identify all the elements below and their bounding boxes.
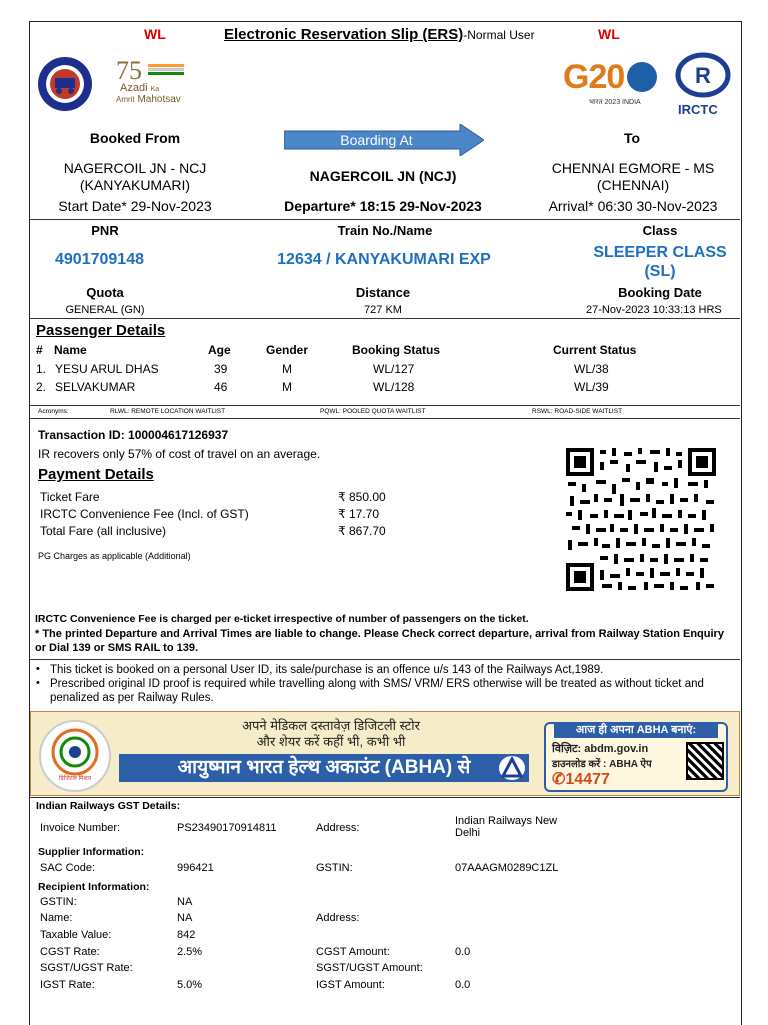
abha-info-title: आज ही अपना ABHA बनाएं: (554, 722, 718, 738)
invoice-number: PS23490170914811 (177, 822, 277, 834)
passenger-age: 46 (214, 380, 228, 394)
passenger-age: 39 (214, 362, 228, 376)
boarding-station: NAGERCOIL JN (NCJ) (309, 168, 457, 184)
start-date: Start Date* 29-Nov-2023 (58, 198, 212, 214)
col-header-name: Name (54, 343, 87, 357)
recipient-gstin-label: GSTIN: (40, 896, 77, 908)
abha-phone-number: 14477 (565, 771, 610, 788)
convenience-fee-value: ₹ 17.70 (338, 507, 379, 521)
address-label: Address: (316, 822, 360, 834)
convenience-fee-label: IRCTC Convenience Fee (Incl. of GST) (40, 507, 249, 521)
acronym-rswl: RSWL: ROAD-SIDE WAITLIST (532, 408, 623, 415)
passenger-gender: M (282, 362, 292, 376)
quota-label: Quota (86, 285, 124, 300)
divider (30, 418, 740, 419)
payment-details-title: Payment Details (38, 466, 154, 483)
sac-code-label: SAC Code: (40, 862, 96, 874)
cgst-amount-value: 0.0 (455, 946, 471, 958)
to-station: CHENNAI EGMORE - MS (551, 160, 715, 176)
from-station: NAGERCOIL JN - NCJ (63, 160, 207, 176)
total-fare-label: Total Fare (all inclusive) (40, 524, 167, 538)
irctc-logo (672, 52, 734, 122)
abha-visit: विज़िट: abdm.gov.in (552, 743, 649, 755)
pg-charges-note: PG Charges as applicable (Additional) (38, 551, 191, 561)
boarding-at-label: Boarding At (340, 132, 413, 148)
phone-icon: ✆ (552, 771, 566, 788)
passenger-booking-status: WL/128 (373, 380, 415, 394)
passenger-num: 1. (36, 362, 47, 376)
abha-download: डाउनलोड करें : ABHA ऐप (552, 759, 652, 770)
recipient-address-label: Address: (316, 912, 360, 924)
globe-icon (627, 62, 657, 92)
travel-class-name: SLEEPER CLASS (593, 244, 727, 261)
transaction-id: Transaction ID: 100004617126937 (38, 428, 229, 442)
svg-text:R: R (695, 63, 711, 88)
passenger-gender: M (282, 380, 292, 394)
wl-right-badge: WL (598, 26, 620, 42)
passenger-current-status: WL/39 (574, 380, 609, 394)
supplier-gstin-value: 07AAAGM0289C1ZL (455, 862, 559, 874)
col-header-current-status: Current Status (553, 343, 637, 357)
ers-title (224, 26, 535, 44)
abha-app-icon (499, 756, 525, 780)
divider (30, 797, 740, 798)
from-station-block (40, 160, 230, 194)
abha-tagline (201, 718, 461, 750)
bullet-dot: • (36, 677, 40, 689)
g20-subtext: भारत 2023 INDIA (589, 99, 641, 106)
arrival-time: Arrival* 06:30 30-Nov-2023 (548, 198, 718, 214)
cgst-rate-value: 2.5% (177, 946, 203, 958)
ticket-fare-value: ₹ 850.00 (338, 490, 386, 504)
cgst-rate-label: CGST Rate: (40, 946, 100, 958)
passenger-name: SELVAKUMAR (55, 380, 136, 394)
distance-value: 727 KM (364, 304, 402, 316)
class-label: Class (642, 223, 678, 238)
bullet-dot: • (36, 663, 40, 675)
supplier-gstin-label: GSTIN: (316, 862, 353, 874)
abha-line2: और शेयर करें कहीं भी, कभी भी (256, 734, 406, 749)
ers-subtitle: -Normal User (463, 28, 535, 42)
abha-phone (552, 769, 610, 789)
acronym-pqwl: PQWL: POOLED QUOTA WAITLIST (320, 408, 426, 415)
recipient-info-label: Recipient Information: (38, 881, 150, 893)
col-header-num: # (36, 343, 43, 357)
to-label: To (623, 130, 641, 146)
booked-from-label: Booked From (89, 130, 181, 146)
sgst-amount-label: SGST/UGST Amount: (316, 962, 423, 974)
g20-text: G20 (563, 58, 625, 96)
gst-title: Indian Railways GST Details: (36, 800, 181, 812)
booking-date-label: Booking Date (618, 285, 702, 300)
to-station-block (535, 160, 731, 194)
passenger-name: YESU ARUL DHAS (55, 362, 159, 376)
mahotsav-text: Mahotsav (137, 94, 181, 105)
passenger-booking-status: WL/127 (373, 362, 415, 376)
convenience-fee-note: IRCTC Convenience Fee is charged per e-ticket irrespective of number of passengers on the ticket. (35, 613, 529, 625)
ndhm-logo (39, 720, 111, 792)
ticket-fare-label: Ticket Fare (40, 490, 100, 504)
from-city: (KANYAKUMARI) (79, 177, 191, 193)
acronyms-label: Acronyms: (38, 408, 69, 415)
invoice-label: Invoice Number: (40, 822, 121, 834)
personal-id-note: This ticket is booked on a personal User ID, its sale/purchase is an offence u/s 143 of the Railways Act,1989. (50, 664, 604, 676)
abha-banner-title: आयुष्मान भारत हेल्थ अकाउंट (ABHA) से (119, 754, 529, 782)
travel-class (580, 243, 740, 281)
acronym-rlwl: RLWL: REMOTE LOCATION WAITLIST (110, 408, 226, 415)
recipient-gstin-value: NA (177, 896, 193, 908)
igst-rate-label: IGST Rate: (40, 979, 95, 991)
igst-amount-value: 0.0 (455, 979, 471, 991)
col-header-booking-status: Booking Status (352, 343, 441, 357)
igst-amount-label: IGST Amount: (316, 979, 385, 991)
boarding-arrow (284, 124, 484, 156)
divider (30, 219, 740, 220)
sgst-rate-label: SGST/UGST Rate: (40, 962, 133, 974)
taxable-value: 842 (177, 929, 196, 941)
g20-logo (563, 58, 663, 114)
distance-label: Distance (355, 285, 411, 300)
azadi-ka-text: Ka (150, 86, 160, 93)
total-fare-value: ₹ 867.70 (338, 524, 386, 538)
passenger-num: 2. (36, 380, 47, 394)
ndhm-caption: डिजिटल मिशन (58, 776, 92, 782)
passenger-current-status: WL/38 (574, 362, 609, 376)
train-label: Train No./Name (337, 223, 433, 238)
cgst-amount-label: CGST Amount: (316, 946, 390, 958)
azadi-text: Azadi (120, 82, 148, 94)
irctc-text: IRCTC (678, 102, 718, 117)
indian-railways-logo (37, 56, 93, 112)
to-city: (CHENNAI) (596, 177, 670, 193)
departure-time: Departure* 18:15 29-Nov-2023 (284, 198, 482, 214)
pnr-number: 4901709148 (55, 251, 144, 268)
recipient-name-label: Name: (40, 912, 73, 924)
abha-qr-code (686, 742, 724, 780)
igst-rate-value: 5.0% (177, 979, 203, 991)
ticket-qr-code (566, 448, 716, 591)
ers-title-text: Electronic Reservation Slip (ERS) (224, 26, 464, 43)
travel-class-code: (SL) (644, 263, 676, 280)
quota-value: GENERAL (GN) (65, 304, 145, 316)
divider (30, 659, 740, 660)
divider (30, 405, 740, 406)
timing-note: * The printed Departure and Arrival Times are liable to change. Please Check correct departure, arrival from Railway Station Enquiry or Dial 139 or SMS RAIL to 139. (35, 628, 724, 654)
azadi-ka-amrit-mahotsav-logo: 75 Azadi Ka Amrit Mahotsav (112, 56, 202, 112)
recipient-name-value: NA (177, 912, 193, 924)
abha-info-box (544, 722, 728, 792)
abha-line1: अपने मेडिकल दस्तावेज़ डिजिटली स्टोर (242, 718, 420, 733)
sac-code-value: 996421 (177, 862, 214, 874)
passenger-details-title: Passenger Details (36, 322, 166, 339)
divider (30, 318, 740, 319)
booking-date-value: 27-Nov-2023 10:33:13 HRS (586, 304, 722, 316)
pnr-label: PNR (91, 223, 119, 238)
taxable-value-label: Taxable Value: (40, 929, 112, 941)
wl-left-badge: WL (144, 26, 166, 42)
ir-recovers-note: IR recovers only 57% of cost of travel on an average. (38, 447, 321, 461)
address-value: Indian Railways New Delhi (455, 815, 558, 839)
train-name: 12634 / KANYAKUMARI EXP (277, 251, 491, 268)
col-header-gender: Gender (266, 343, 309, 357)
supplier-info-label: Supplier Information: (38, 846, 145, 858)
id-proof-note: Prescribed original ID proof is required while travelling along with SMS/ VRM/ ERS otherwise will be treated as without ticket and penalized as per Railway Rules. (50, 678, 704, 704)
col-header-age: Age (208, 343, 231, 357)
amrit-text: Amrit (116, 95, 135, 104)
abha-banner[interactable] (30, 711, 740, 796)
